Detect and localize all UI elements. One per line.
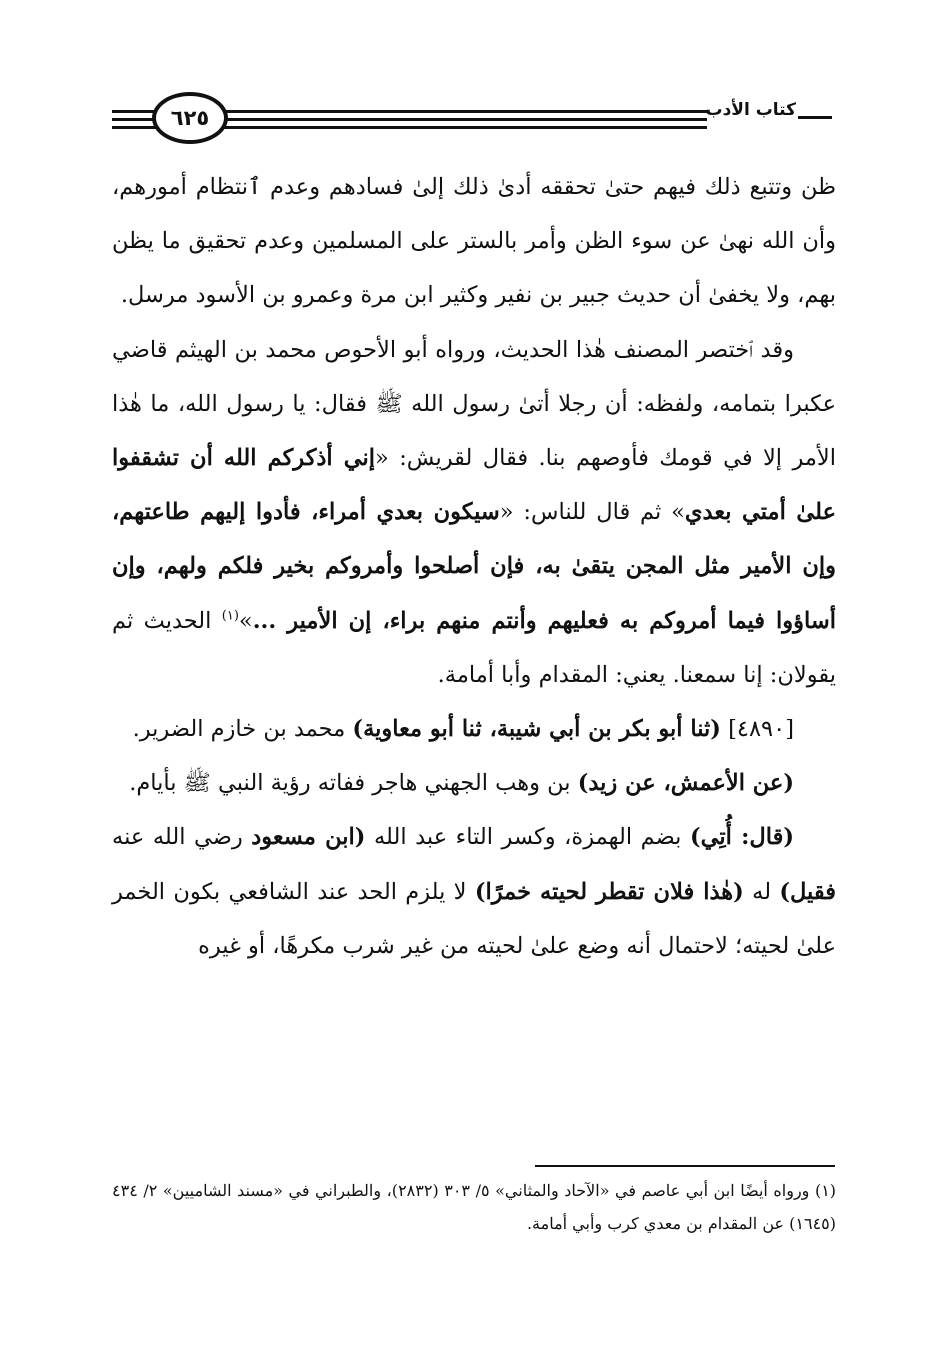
hadith-number: [٤٨٩٠] [720,716,794,743]
header-rule [112,110,156,113]
paragraph-4 [112,756,836,810]
paragraph-5 [112,810,836,973]
header-rule [112,126,156,129]
text-run: وقد ٱختصر المصنف هٰذا الحديث، ورواه أبو الأحوص محمد بن الهيثم قاضي عكبرا بتمامه، ولفظه: أن رجلا أتىٰ رسول الله ﷺ فقال: يا رسول الله، ما هٰذا الأمر إلا في قومك فأوصهم بنا. فقال لقريش: « [112,336,836,472]
matn-quote: (عن الأعمش، عن زيد) [577,770,794,797]
footnotes [112,1174,836,1240]
footnote-ref[interactable]: (١) [221,608,239,624]
text-run: بن وهب الجهني هاجر ففاته رؤية النبي ﷺ بأيام. [129,770,578,797]
header-rule [222,126,707,129]
chapter-title: كتاب الأدب [705,100,796,120]
header-rule [798,116,832,119]
matn-quote: (قال: أُتِي) [689,824,795,851]
page-header [112,88,832,152]
matn-quote: (ابن مسعود [251,824,366,851]
text-run: » ثم قال للناس: « [499,499,685,526]
paragraph-1: ظن وتتبع ذلك فيهم حتىٰ تحققه أدىٰ ذلك إلىٰ فسادهم وعدم ٱنتظام أمورهم، وأن الله نهىٰ عن سوء الظن وأمر بالستر على المسلمين وعدم تحقيق ما يظن بهم، ولا يخفىٰ أن حديث جبير بن نفير وكثير ابن مرة وعمرو بن الأسود مرسل. [112,174,836,309]
paragraph-3 [112,702,836,756]
text-run: » [238,607,253,634]
header-rule [112,118,156,121]
text-run: محمد بن خازم الضرير. [132,716,353,743]
text-run: الحديث ثم يقولان: إنا سمعنا. يعني: المقدام وأبا أمامة. [112,607,836,688]
footnote-1: (١) ورواه أيضًا ابن أبي عاصم في «الآحاد والمثاني» ٥/ ٣٠٣ (٢٨٣٢)، والطبراني في «مسند الشاميين» ٢/ ٤٣٤ (١٦٤٥) عن المقدام بن معدي كرب وأبي أمامة. [112,1181,837,1233]
paragraph-2 [112,323,836,702]
hadith-quote: إني أذكركم الله أن تشقفوا علىٰ أمتي بعدي [112,445,836,526]
matn-quote: فقيل) [779,878,836,905]
page-number: ٦٢٥ [152,92,228,144]
footnote-divider [535,1165,835,1167]
header-rule [222,118,707,121]
text-run: له [743,878,780,905]
text-run: بضم الهمزة، وكسر التاء عبد الله [365,824,690,851]
header-rule [222,110,707,113]
hadith-quote: سيكون بعدي أمراء، فأدوا إليهم طاعتهم، وإن الأمير مثل المجن يتقىٰ به، فإن أصلحوا وأمروكم بخير فلكم ولهم، وإن أساؤوا فيما أمروكم به فعليهم وأنتم منهم براء، إن الأمير ... [112,499,836,634]
text-run: لا يلزم الحد عند الشافعي بكون الخمر علىٰ لحيته؛ لاحتمال أنه وضع علىٰ لحيته من غير شرب مكرهًا، أو غيره [112,878,836,959]
matn-quote: (ثنا أبو بكر بن أبي شيبة، ثنا أبو معاوية) [352,716,721,743]
main-text [112,160,836,973]
honorific: رضي الله عنه [112,824,252,851]
matn-quote: (هٰذا فلان تقطر لحيته خمرًا) [474,878,744,905]
